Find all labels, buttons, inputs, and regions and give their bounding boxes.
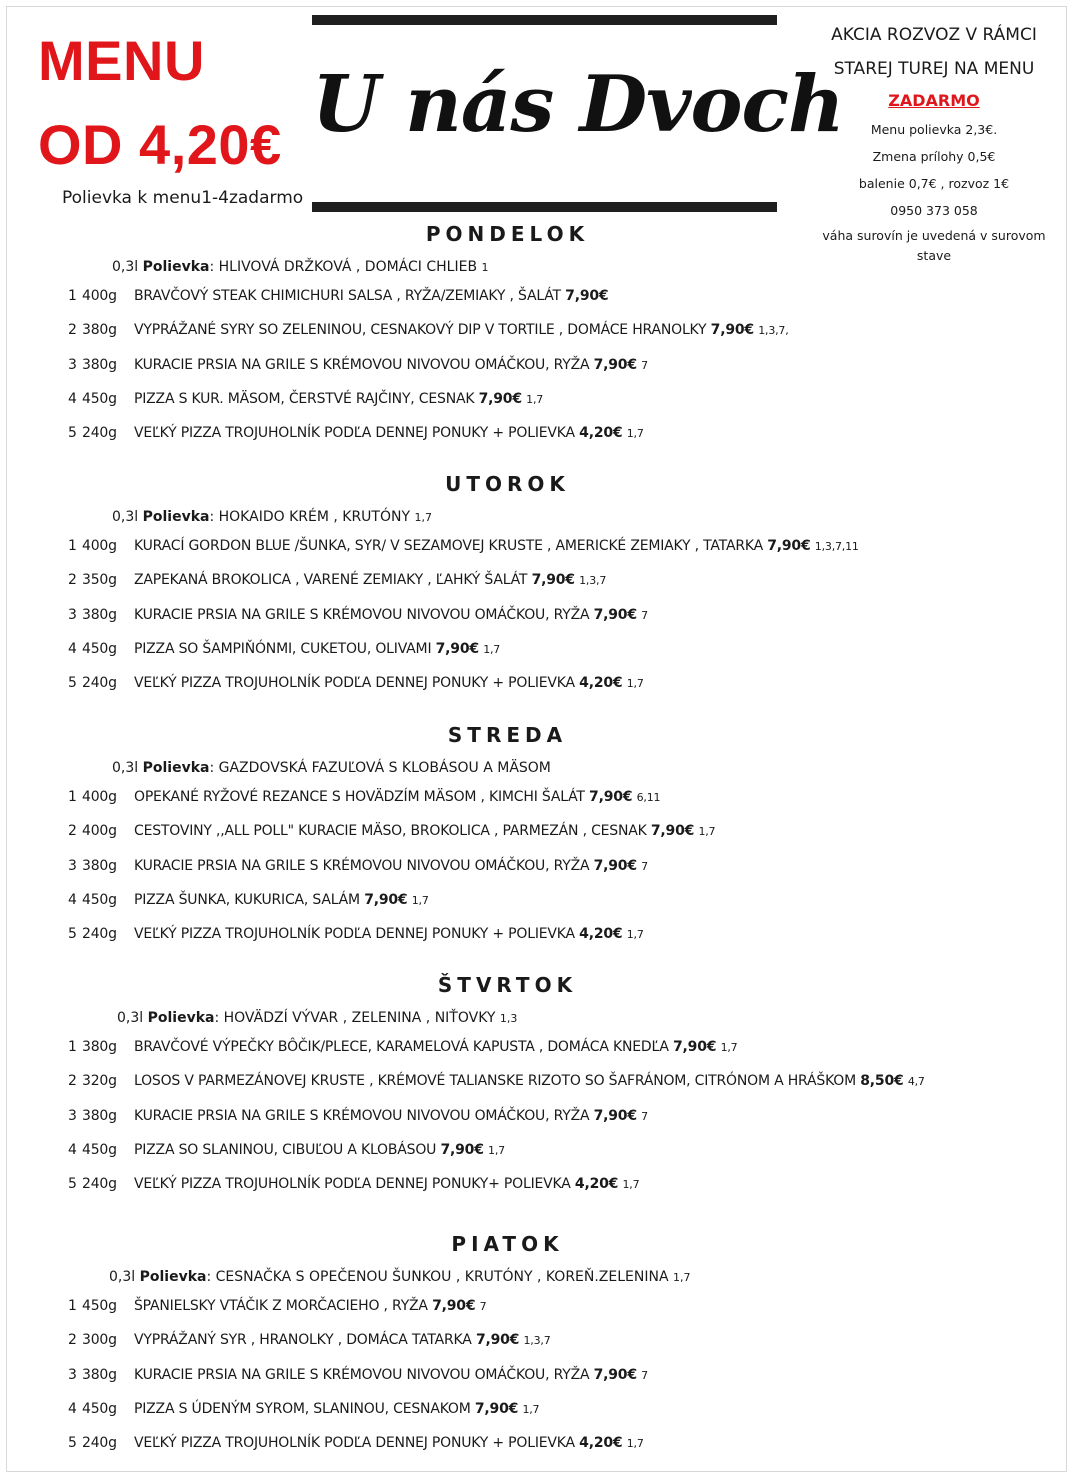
day-heading: ŠTVRTOK xyxy=(437,973,578,997)
menu-item xyxy=(68,1176,639,1192)
item-price: 7,90€ xyxy=(435,640,479,657)
allergens: 1,7 xyxy=(411,893,429,907)
item-price: 4,20€ xyxy=(574,1176,619,1193)
item-number: 2 xyxy=(68,1332,77,1349)
item-price: 4,20€ xyxy=(579,425,623,442)
item-weight: 240g xyxy=(82,1435,117,1452)
item-weight: 450g xyxy=(82,390,117,407)
item-weight: 400g xyxy=(82,288,117,304)
menu-item xyxy=(68,1298,486,1314)
allergens: 1,7 xyxy=(626,928,644,942)
logo-bottom-bar xyxy=(312,202,777,212)
item-name: PIZZA ŠUNKA, KUKURICA, SALÁM xyxy=(134,891,360,908)
soup-label: Polievka xyxy=(147,1010,215,1026)
item-weight: 350g xyxy=(82,572,117,589)
item-number: 5 xyxy=(68,425,77,442)
free-soup-note: Polievka k menu1-4zadarmo xyxy=(62,188,304,208)
item-name: KURACIE PRSIA NA GRILE S KRÉMOVOU NIVOVOU OMÁČKOU, RYŽA xyxy=(134,356,590,373)
item-weight: 400g xyxy=(82,538,117,554)
soup-name: : HLIVOVÁ DRŽKOVÁ , DOMÁCI CHLIEB xyxy=(209,259,478,275)
item-price: 4,20€ xyxy=(579,675,623,692)
item-name: ŠPANIELSKY VTÁČIK Z MORČACIEHO , RYŽA xyxy=(134,1298,428,1314)
menu-item xyxy=(68,675,644,691)
item-price: 4,20€ xyxy=(579,926,623,943)
soup-label: Polievka xyxy=(142,760,210,776)
item-name: KURACÍ GORDON BLUE /ŠUNKA, SYR/ V SEZAMOVEJ KRUSTE , AMERICKÉ ZEMIAKY , TATARKA xyxy=(134,538,763,554)
item-number: 3 xyxy=(68,1107,77,1124)
item-price: 4,20€ xyxy=(579,1435,623,1452)
item-price: 7,90€ xyxy=(475,1332,520,1349)
menu-item xyxy=(68,892,429,908)
soup-row xyxy=(112,760,551,776)
allergens: 7 xyxy=(641,859,648,873)
item-price: 7,90€ xyxy=(565,288,609,304)
soup-name: : HOVÄDZÍ VÝVAR , ZELENINA , NIŤOVKY xyxy=(214,1010,496,1026)
menu-item xyxy=(68,641,500,657)
item-price: 7,90€ xyxy=(474,1400,519,1417)
phone-number: 0950 373 058 xyxy=(890,203,978,218)
item-name: VYPRÁŽANÉ SYRY SO ZELENINOU, CESNAKOVÝ DIP V TORTILE , DOMÁCE HRANOLKY xyxy=(134,322,707,339)
menu-item xyxy=(68,1142,505,1158)
menu-item xyxy=(68,572,606,588)
item-number: 3 xyxy=(68,356,77,373)
item-weight: 400g xyxy=(82,823,117,840)
item-price: 7,90€ xyxy=(593,1366,637,1383)
allergens: 1,7 xyxy=(488,1143,505,1157)
allergens: 7 xyxy=(479,1300,487,1313)
item-name: KURACIE PRSIA NA GRILE S KRÉMOVOU NIVOVOU OMÁČKOU, RYŽA xyxy=(134,857,590,874)
item-price: 7,90€ xyxy=(767,538,811,554)
menu-item xyxy=(68,1367,648,1383)
allergens: 1 xyxy=(481,261,489,274)
item-weight: 380g xyxy=(82,1039,117,1055)
allergens: 1,7 xyxy=(414,511,432,524)
item-number: 4 xyxy=(68,390,77,407)
item-name: VEĽKÝ PIZZA TROJUHOLNÍK PODĽA DENNEJ PONUKY + POLIEVKA xyxy=(134,425,580,442)
soup-row xyxy=(112,259,489,275)
promo-line: AKCIA ROZVOZ V RÁMCI xyxy=(831,25,1037,45)
item-number: 2 xyxy=(68,823,77,840)
soup-row xyxy=(112,509,432,525)
item-weight: 400g xyxy=(82,789,117,805)
menu-item xyxy=(68,322,789,338)
item-weight: 240g xyxy=(82,1176,117,1193)
item-weight: 320g xyxy=(82,1073,117,1090)
allergens: 4,7 xyxy=(907,1075,925,1089)
allergens: 7 xyxy=(641,1368,648,1382)
item-weight: 380g xyxy=(82,356,117,373)
item-name: KURACIE PRSIA NA GRILE S KRÉMOVOU NIVOVOU OMÁČKOU, RYŽA xyxy=(134,1107,590,1124)
item-weight: 240g xyxy=(82,926,117,943)
menu-item xyxy=(68,1435,644,1451)
menu-item xyxy=(68,1073,925,1089)
item-number: 3 xyxy=(68,1366,77,1383)
soup-label: Polievka xyxy=(142,259,210,275)
promo-free: ZADARMO xyxy=(888,91,980,110)
item-name: VEĽKÝ PIZZA TROJUHOLNÍK PODĽA DENNEJ PONUKY + POLIEVKA xyxy=(134,1435,575,1452)
item-name: PIZZA SO SLANINOU, CIBUĽOU A KLOBÁSOU xyxy=(134,1141,437,1158)
allergens: 7 xyxy=(641,608,648,622)
item-number: 1 xyxy=(68,1298,77,1314)
item-price: 7,90€ xyxy=(593,857,637,874)
item-number: 1 xyxy=(68,538,77,554)
allergens: 1,7 xyxy=(626,1437,644,1451)
allergens: 7 xyxy=(641,1109,648,1123)
item-name: KURACIE PRSIA NA GRILE S KRÉMOVOU NIVOVOU OMÁČKOU, RYŽA xyxy=(134,606,590,623)
info-side-change: Zmena prílohy 0,5€ xyxy=(872,149,996,164)
item-price: 7,90€ xyxy=(589,789,633,805)
allergens: 1,7 xyxy=(622,1178,640,1192)
menu-item xyxy=(68,1332,551,1348)
item-weight: 380g xyxy=(82,857,117,874)
item-number: 5 xyxy=(68,675,77,692)
logo-top-bar xyxy=(312,15,777,25)
item-name: OPEKANÉ RYŽOVÉ REZANCE S HOVÄDZÍM MÄSOM , KIMCHI ŠALÁT xyxy=(134,789,585,805)
allergens: 6,11 xyxy=(636,791,661,804)
allergens: 1,3,7,11 xyxy=(814,540,859,553)
item-name: CESTOVINY ,,ALL POLL" KURACIE MÄSO, BROKOLICA , PARMEZÁN , CESNAK xyxy=(134,823,647,840)
allergens: 1,7 xyxy=(526,392,544,406)
allergens: 1,3,7 xyxy=(523,1334,551,1348)
soup-volume: 0,3l xyxy=(112,760,139,776)
item-price: 7,90€ xyxy=(478,390,522,407)
item-number: 2 xyxy=(68,322,77,339)
menu-item xyxy=(68,1039,737,1055)
item-number: 3 xyxy=(68,857,77,874)
info-soup-price: Menu polievka 2,3€. xyxy=(870,122,998,137)
menu-item xyxy=(68,607,648,623)
item-price: 7,90€ xyxy=(432,1298,476,1314)
item-price: 7,90€ xyxy=(673,1039,717,1055)
allergens: 7 xyxy=(641,358,648,372)
allergens: 1,7 xyxy=(626,677,644,691)
item-number: 3 xyxy=(68,606,77,623)
item-number: 4 xyxy=(68,1400,77,1417)
soup-name: : HOKAIDO KRÉM , KRUTÓNY xyxy=(209,509,411,525)
item-number: 5 xyxy=(68,926,77,943)
menu-heading: MENU xyxy=(38,29,205,92)
item-name: VEĽKÝ PIZZA TROJUHOLNÍK PODĽA DENNEJ PONUKY + POLIEVKA xyxy=(134,675,575,692)
menu-item xyxy=(68,357,648,373)
item-name: PIZZA S KUR. MÄSOM, ČERSTVÉ RAJČINY, CESNAK xyxy=(134,390,475,407)
item-name: PIZZA S ÚDENÝM SYROM, SLANINOU, CESNAKOM xyxy=(134,1400,471,1417)
item-price: 8,50€ xyxy=(860,1073,904,1090)
item-price: 7,90€ xyxy=(593,356,637,373)
item-number: 4 xyxy=(68,1141,77,1158)
weight-note: váha surovín je uvedená v surovom stave xyxy=(822,228,1046,263)
item-number: 1 xyxy=(68,288,77,304)
soup-label: Polievka xyxy=(142,509,210,525)
soup-volume: 0,3l xyxy=(112,509,139,525)
item-price: 7,90€ xyxy=(364,891,408,908)
soup-label: Polievka xyxy=(139,1269,207,1285)
menu-item xyxy=(68,1401,539,1417)
menu-item xyxy=(68,288,608,304)
day-heading: STREDA xyxy=(447,723,568,747)
item-number: 2 xyxy=(68,572,77,589)
day-heading: PIATOK xyxy=(451,1232,564,1256)
item-name: VEĽKÝ PIZZA TROJUHOLNÍK PODĽA DENNEJ PONUKY + POLIEVKA xyxy=(134,926,580,943)
soup-row xyxy=(109,1269,691,1285)
item-weight: 300g xyxy=(82,1332,117,1349)
item-price: 7,90€ xyxy=(710,322,754,339)
item-number: 1 xyxy=(68,1039,77,1055)
allergens: 1,3,7 xyxy=(579,574,607,588)
item-number: 1 xyxy=(68,789,77,805)
item-number: 5 xyxy=(68,1435,77,1452)
item-number: 2 xyxy=(68,1073,77,1090)
item-weight: 380g xyxy=(82,606,117,623)
allergens: 1,3,7, xyxy=(758,324,789,338)
item-name: VEĽKÝ PIZZA TROJUHOLNÍK PODĽA DENNEJ PONUKY+ POLIEVKA xyxy=(134,1176,571,1193)
info-packaging: balenie 0,7€ , rozvoz 1€ xyxy=(858,176,1010,191)
soup-volume: 0,3l xyxy=(112,259,139,275)
allergens: 1,7 xyxy=(522,1402,540,1416)
menu-item xyxy=(68,425,644,441)
allergens: 1,7 xyxy=(626,427,644,441)
price-from-heading: OD 4,20€ xyxy=(38,113,282,176)
soup-volume: 0,3l xyxy=(109,1269,136,1285)
menu-item xyxy=(68,538,859,554)
item-weight: 450g xyxy=(82,1400,117,1417)
item-weight: 450g xyxy=(82,640,117,657)
restaurant-logo: U nás Dvoch xyxy=(312,59,844,150)
item-price: 7,90€ xyxy=(593,606,637,623)
item-weight: 240g xyxy=(82,425,117,442)
item-price: 7,90€ xyxy=(593,1107,637,1124)
item-name: BRAVČOVÉ VÝPEČKY BÔČIK/PLECE, KARAMELOVÁ KAPUSTA , DOMÁCA KNEDĽA xyxy=(134,1039,669,1055)
item-weight: 380g xyxy=(82,322,117,339)
item-name: VYPRÁŽANÝ SYR , HRANOLKY , DOMÁCA TATARKA xyxy=(134,1332,472,1349)
item-name: LOSOS V PARMEZÁNOVEJ KRUSTE , KRÉMOVÉ TALIANSKE RIZOTO SO ŠAFRÁNOM, CITRÓNOM A HRÁŠKOM xyxy=(134,1073,856,1090)
item-number: 4 xyxy=(68,640,77,657)
item-weight: 450g xyxy=(82,1298,117,1314)
soup-name: : GAZDOVSKÁ FAZUĽOVÁ S KLOBÁSOU A MÄSOM xyxy=(209,760,551,776)
soup-volume: 0,3l xyxy=(117,1010,144,1026)
item-number: 5 xyxy=(68,1176,77,1193)
promo-line: STAREJ TUREJ NA MENU xyxy=(833,59,1035,79)
soup-row xyxy=(117,1010,517,1026)
item-weight: 450g xyxy=(82,891,117,908)
allergens: 1,7 xyxy=(673,1271,691,1284)
day-heading: UTOROK xyxy=(445,472,570,496)
day-heading: PONDELOK xyxy=(425,222,590,246)
item-name: PIZZA SO ŠAMPIŇÓNMI, CUKETOU, OLIVAMI xyxy=(134,640,436,657)
menu-item xyxy=(68,858,648,874)
item-name: ZAPEKANÁ BROKOLICA , VARENÉ ZEMIAKY , ĽAHKÝ ŠALÁT xyxy=(134,572,528,589)
item-price: 7,90€ xyxy=(440,1141,484,1158)
menu-item xyxy=(68,1108,648,1124)
menu-item xyxy=(68,926,644,942)
item-number: 4 xyxy=(68,891,77,908)
allergens: 1,7 xyxy=(483,642,501,656)
soup-name: : CESNAČKA S OPEČENOU ŠUNKOU , KRUTÓNY , KOREŇ.ZELENINA xyxy=(206,1269,669,1285)
allergens: 1,3 xyxy=(499,1012,518,1025)
item-weight: 380g xyxy=(82,1366,117,1383)
allergens: 1,7 xyxy=(698,825,716,839)
item-name: BRAVČOVÝ STEAK CHIMICHURI SALSA , RYŽA/ZEMIAKY , ŠALÁT xyxy=(134,288,561,304)
menu-item xyxy=(68,823,715,839)
item-price: 7,90€ xyxy=(650,823,695,840)
item-price: 7,90€ xyxy=(531,572,575,589)
menu-item xyxy=(68,789,660,805)
menu-price-heading xyxy=(38,30,282,176)
item-weight: 450g xyxy=(82,1141,117,1158)
item-weight: 380g xyxy=(82,1107,117,1124)
item-weight: 240g xyxy=(82,675,117,692)
item-name: KURACIE PRSIA NA GRILE S KRÉMOVOU NIVOVOU OMÁČKOU, RYŽA xyxy=(134,1366,590,1383)
menu-item xyxy=(68,391,543,407)
allergens: 1,7 xyxy=(720,1041,738,1054)
